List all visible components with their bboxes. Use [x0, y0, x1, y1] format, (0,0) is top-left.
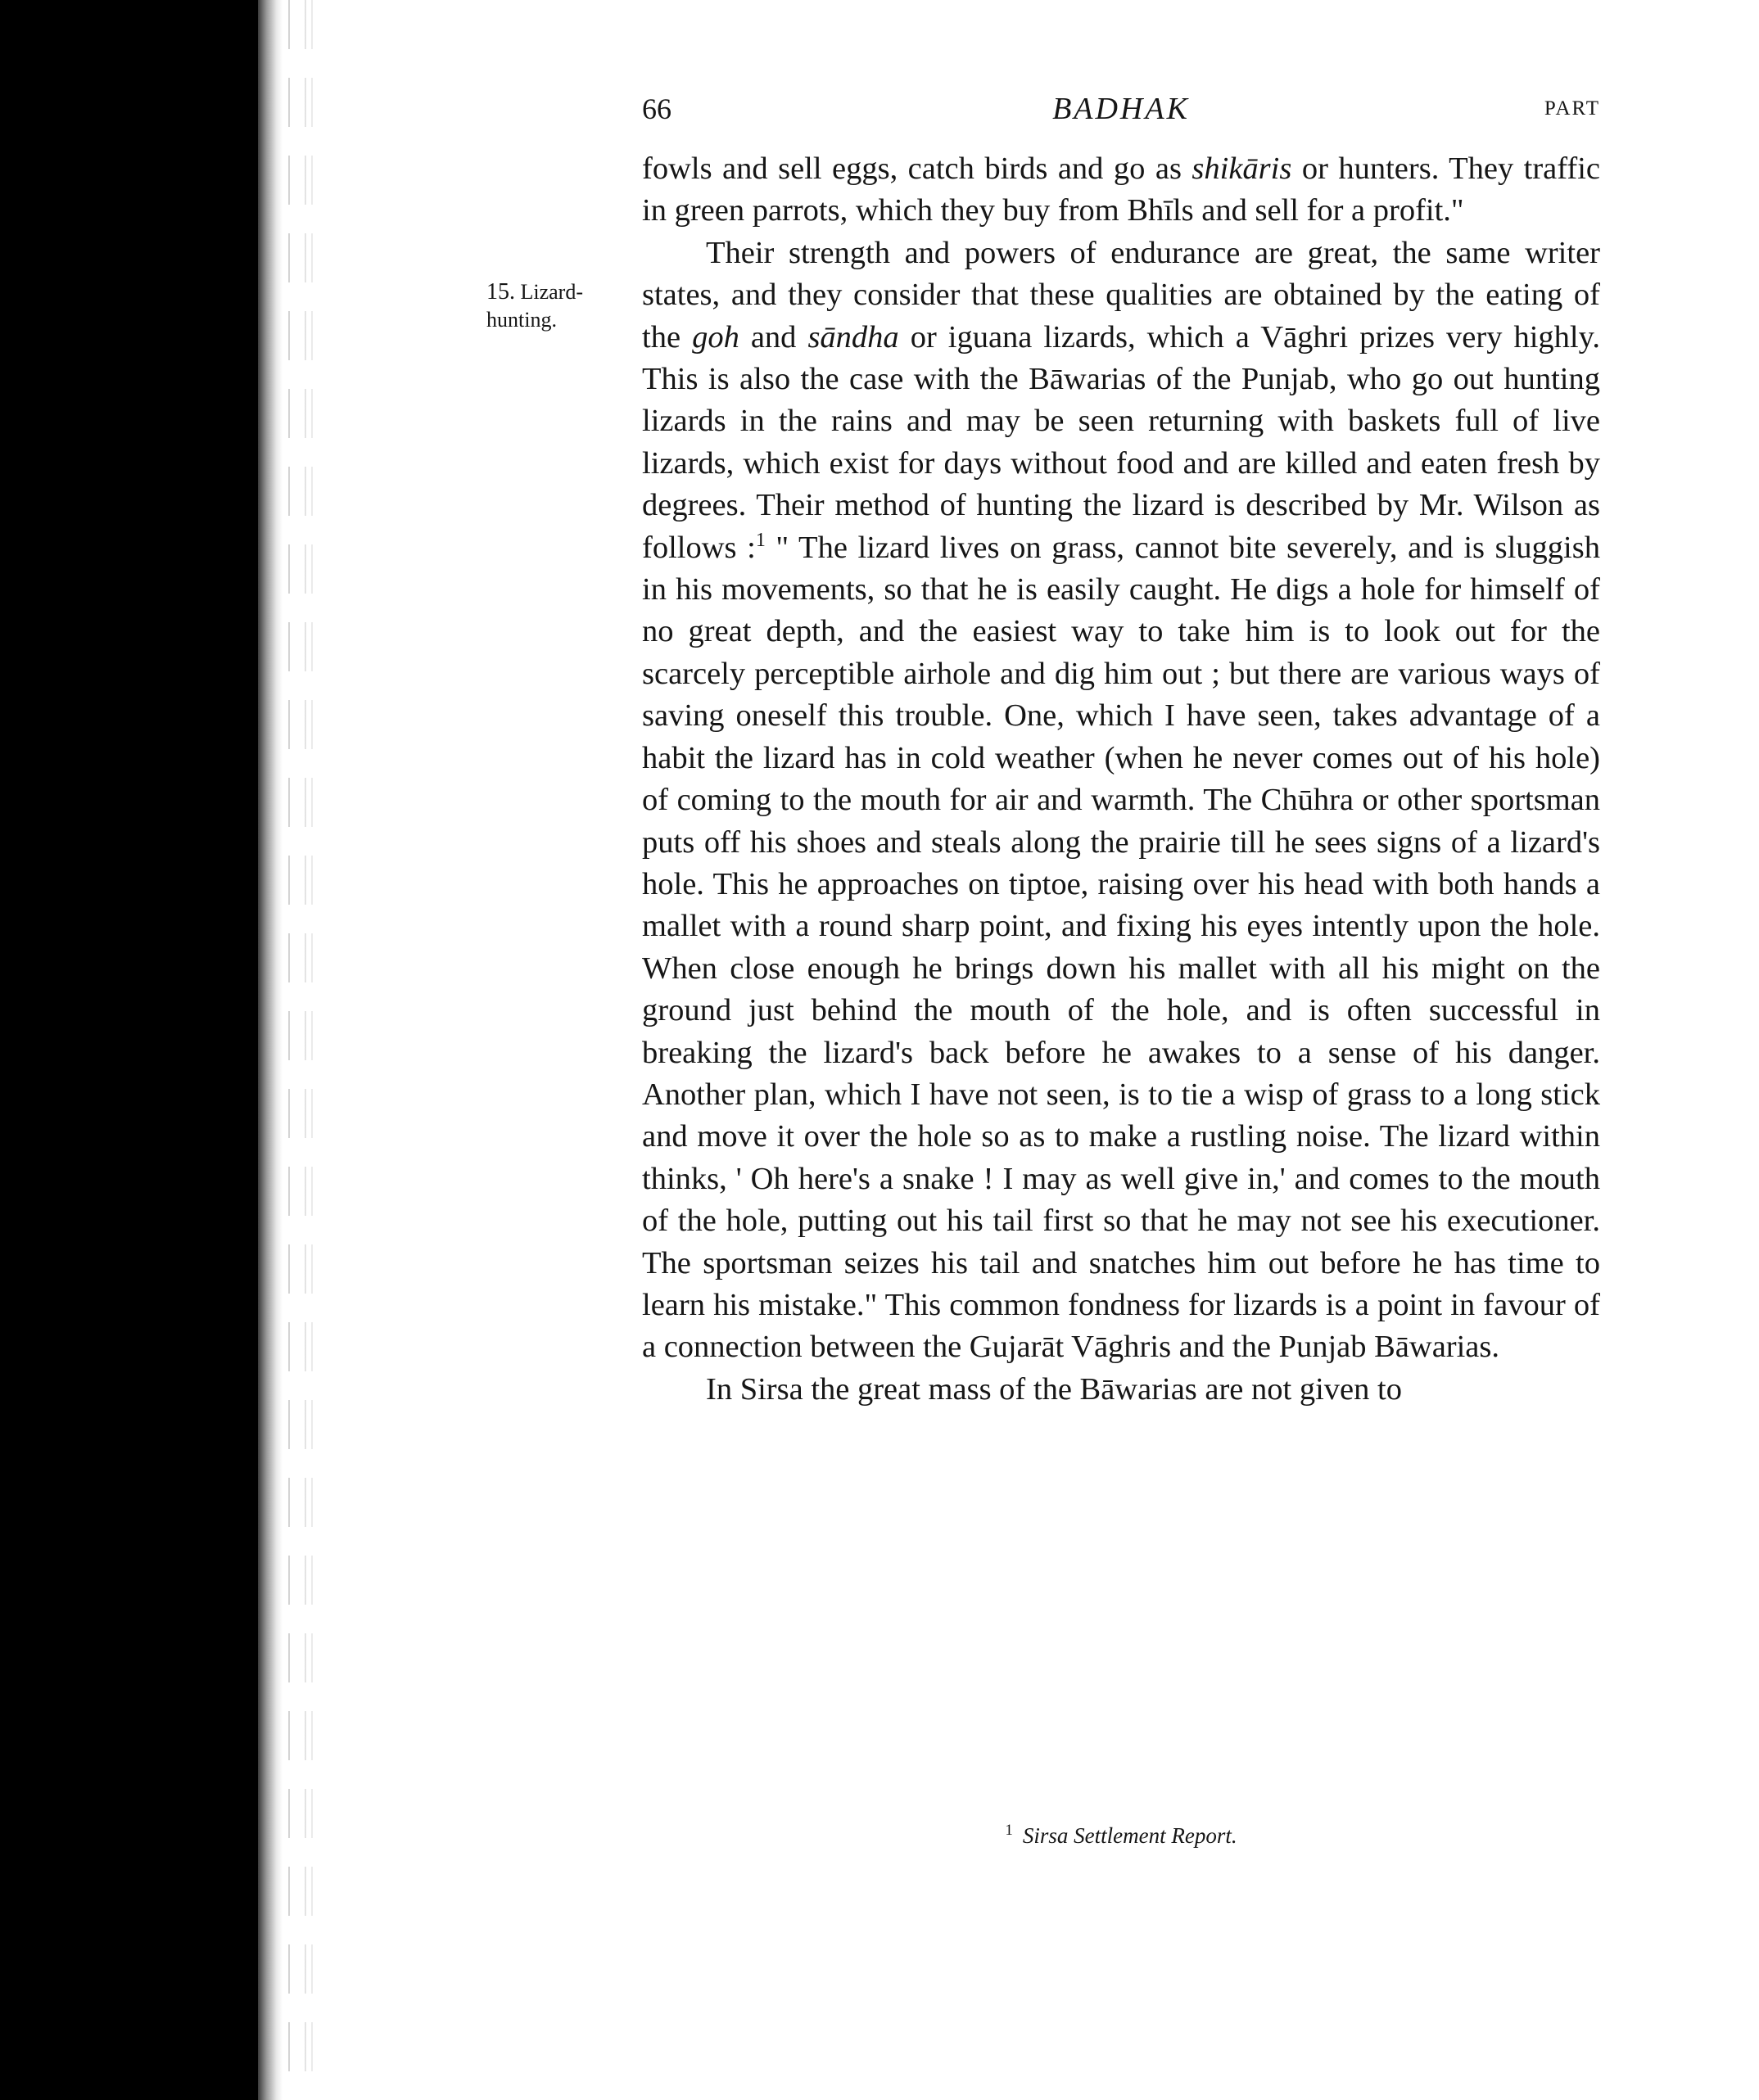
term-goh: goh	[692, 319, 739, 355]
paragraph-2: Their strength and powers of endurance are great, the same writer states, and they consider that these qualities are obtained by the eating of the goh and sāndha or iguana lizards, which a Vāghri prizes very highly. This is also the case with the Bāwarias of the Punjab, who go out hunting lizards in the rains and may be seen returning with baskets full of live lizards, which exist for days without food and are killed and eaten fresh by degrees. Their method of hunting the lizard is described by Mr. Wilson as follows :$^1$ " The lizard lives on grass, cannot bite severely, and is sluggish in his movements, so that he is easily caught. He digs a hole for himself of no great depth, and the easiest way to take him is to look out for the scarcely perceptible airhole and dig him out ; but there are various ways of saving oneself this trouble. One, which I have seen, takes advantage of a habit the lizard has in cold weather (when he never comes out of his hole) of coming to the mouth for air and warmth. The Chūhra or other sportsman puts off his shoes and steals along the prairie till he sees signs of a lizard's hole. This he approaches on tiptoe, raising over his head with both hands a mallet with a round sharp point, and fixing his eyes intently upon the hole. When close enough he brings down his mallet with all his might on the ground just behind the mouth of the hole, and is often successful in breaking the lizard's back before he awakes to a sense of his danger. Another plan, which I have not seen, is to tie a wisp of grass to a long stick and move it over the hole so as to make a rustling noise. The lizard within thinks, ' Oh here's a snake ! I may as well give in,' and comes to the mouth of the hole, putting out his tail first so that he may not see his executioner. The sportsman seizes his tail and snatches him out before he has time to learn his mistake." This common fondness for lizards is a point in favour of a connection between the Gujarāt Vāghris and the Punjab Bāwarias.	[642, 235, 1600, 1365]
term-shikaris: shikāris	[1192, 151, 1292, 186]
paragraph-1: fowls and sell eggs, catch birds and go as shikāris or hunters. They traffic in green parrots, which they buy from Bhīls and sell for a profit."	[642, 151, 1601, 228]
page-number: 66	[642, 93, 671, 125]
page-part-label: PART	[1544, 97, 1600, 120]
body-text	[642, 148, 1600, 1411]
margin-sidenote	[486, 278, 617, 334]
running-head	[642, 84, 1600, 133]
sidenote-line-2: hunting.	[486, 308, 557, 332]
paragraph-3: In Sirsa the great mass of the Bāwarias are not given to	[706, 1371, 1402, 1407]
sidenote-line-1	[486, 278, 617, 306]
sidenote-label: Lizard-	[520, 280, 584, 304]
footnote-reference[interactable]: 1	[755, 529, 766, 551]
sidenote-number: 15.	[486, 279, 515, 305]
footnote-text: Sirsa Settlement Report.	[1022, 1823, 1237, 1848]
page-title: BADHAK	[1052, 92, 1190, 126]
footnote-mark: 1	[1005, 1822, 1013, 1839]
footnote	[642, 1819, 1600, 1852]
scan-dark-edge	[0, 0, 258, 2100]
gutter-line	[305, 0, 306, 2100]
gutter-line	[288, 0, 290, 2100]
scan-edge-shadow	[258, 0, 283, 2100]
gutter-line	[311, 0, 313, 2100]
term-sandha: sāndha	[807, 319, 899, 355]
